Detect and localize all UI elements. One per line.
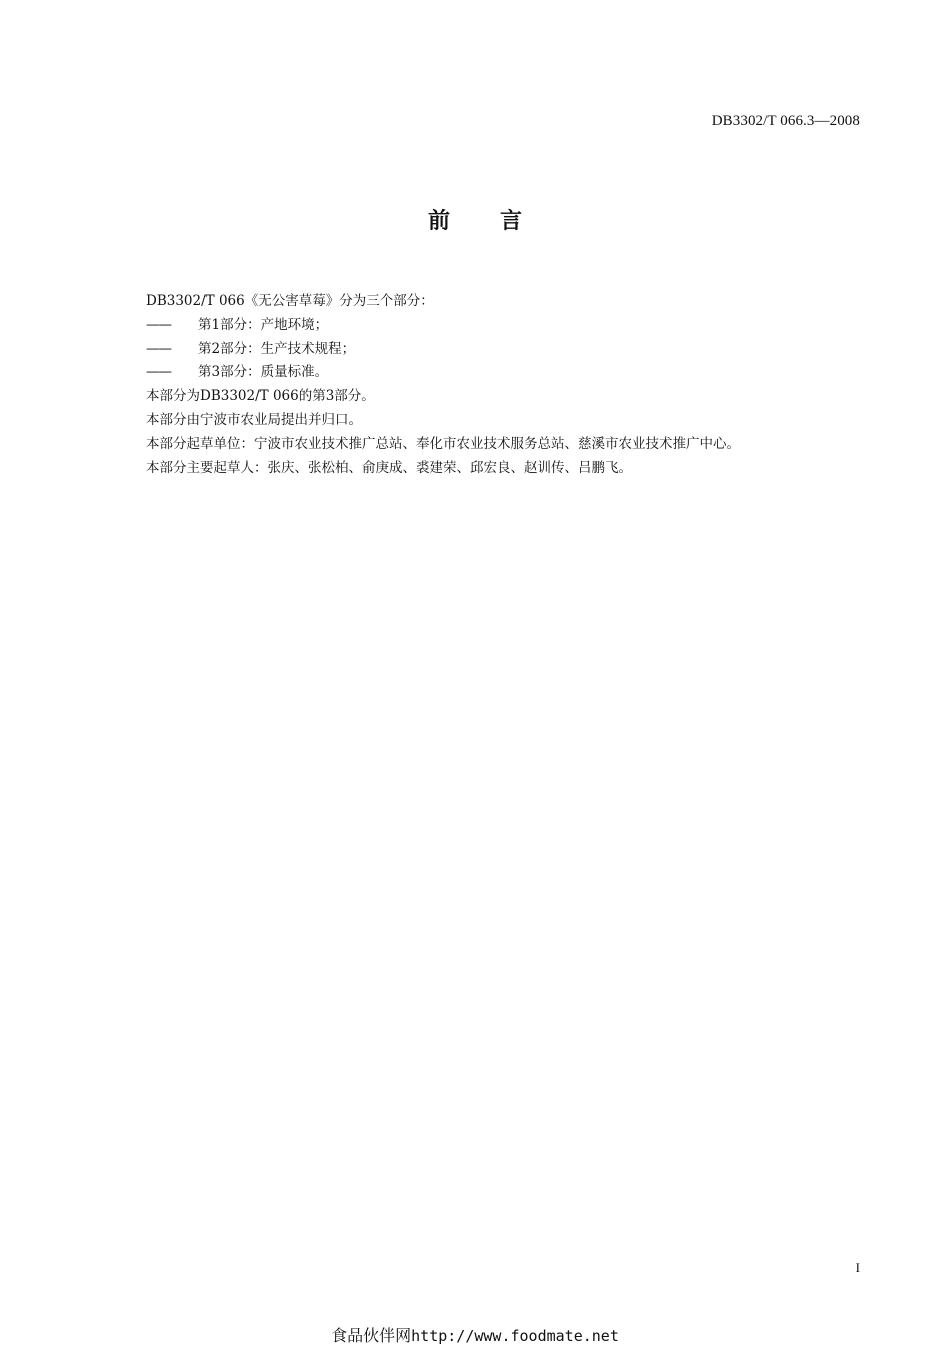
footer-url-link[interactable]: http://www.foodmate.net — [411, 1327, 619, 1345]
list-dash: —— — [146, 364, 171, 381]
footer-site-name: 食品伙伴网 — [331, 1326, 412, 1345]
footer-watermark — [0, 1323, 950, 1346]
intro-line: DB3302/T 066《无公害草莓》分为三个部分： — [146, 293, 434, 309]
title-char-2: 言 — [500, 209, 523, 234]
list-dash: —— — [146, 316, 171, 333]
part-item-text: 第2部分：生产技术规程； — [198, 340, 356, 357]
part-item-text: 第1部分：产地环境； — [198, 316, 329, 333]
part-item-text: 第3部分：质量标准。 — [198, 364, 329, 381]
statement-line: 本部分主要起草人：张庆、张松柏、俞庚成、裘建荣、邱宏良、赵训传、吕鹏飞。 — [146, 459, 632, 476]
part-item — [146, 338, 876, 362]
standard-code: DB3302/T 066.3—2008 — [711, 113, 860, 129]
list-dash: —— — [146, 340, 171, 357]
statement-line: 本部分起草单位：宁波市农业技术推广总站、奉化市农业技术服务总站、慈溪市农业技术推广中心。 — [146, 435, 740, 452]
part-item — [146, 314, 876, 338]
page-number: I — [855, 1260, 860, 1275]
statement-line: 本部分由宁波市农业局提出并归口。 — [146, 411, 362, 428]
foreword-body — [146, 290, 876, 480]
title-char-1: 前 — [427, 209, 450, 234]
part-item — [146, 361, 876, 385]
page-title — [0, 204, 950, 235]
statement-line: 本部分为DB3302/T 066的第3部分。 — [146, 388, 375, 405]
